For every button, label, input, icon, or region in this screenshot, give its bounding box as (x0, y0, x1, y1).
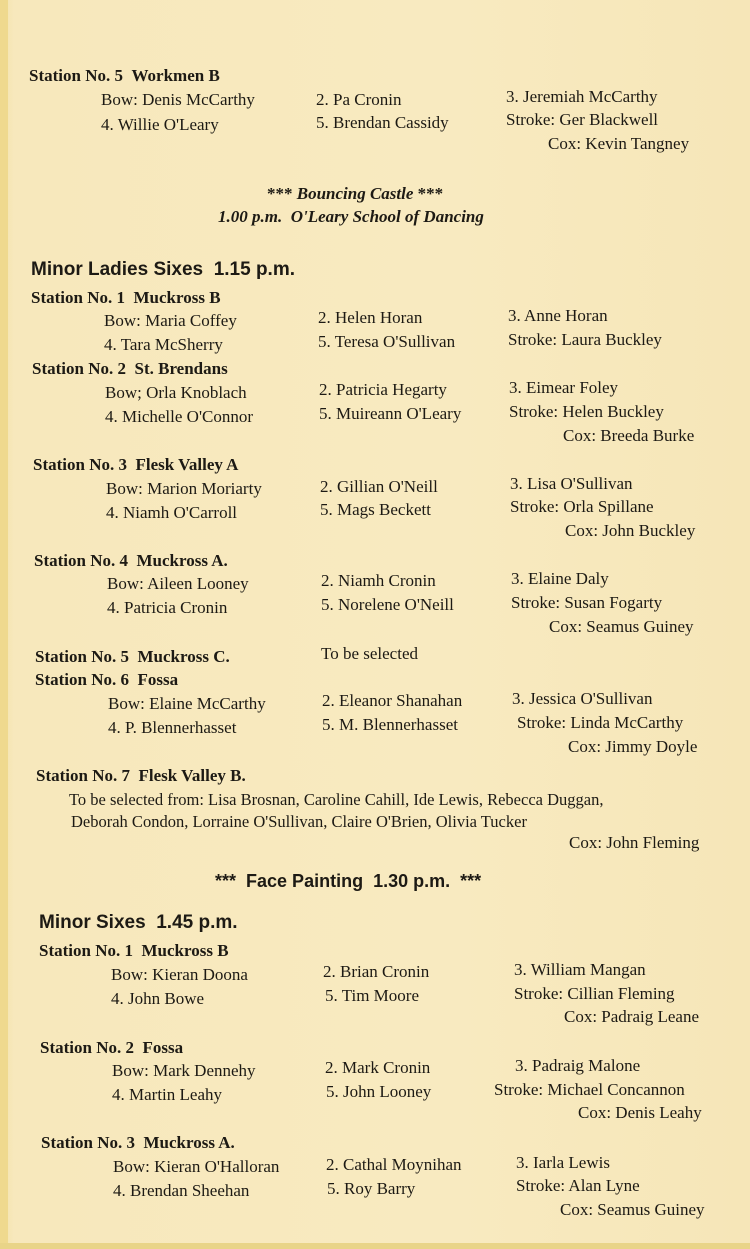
cox: Cox: John Fleming (569, 833, 700, 852)
crew-member: 4. Niamh O'Carroll (106, 503, 238, 522)
crew-member: 2. Cathal Moynihan (326, 1155, 462, 1174)
selection-note: To be selected from: Lisa Brosnan, Caroline Cahill, Ide Lewis, Rebecca Duggan, (69, 790, 604, 809)
crew-member: 4. Brendan Sheehan (113, 1181, 250, 1200)
stroke: Stroke: Alan Lyne (516, 1176, 640, 1195)
crew-member: 3. William Mangan (514, 960, 646, 979)
stroke: Stroke: Orla Spillane (510, 497, 654, 516)
crew-member: 3. Iarla Lewis (516, 1153, 610, 1172)
station-header: Station No. 2 Fossa (40, 1038, 184, 1057)
station-header: Station No. 1 Muckross B (31, 288, 221, 307)
crew-member: 5. Brendan Cassidy (316, 113, 449, 132)
crew-member: 2. Niamh Cronin (321, 571, 436, 590)
crew-member: 2. Gillian O'Neill (320, 477, 438, 496)
station-header: Station No. 6 Fossa (35, 670, 179, 689)
crew-member: 3. Lisa O'Sullivan (510, 474, 633, 493)
crew-member: 2. Patricia Hegarty (319, 380, 447, 399)
crew-member: 4. Patricia Cronin (107, 598, 228, 617)
crew-member: Bow: Marion Moriarty (106, 479, 262, 498)
crew-member: 3. Padraig Malone (515, 1056, 641, 1075)
crew-member: 2. Eleanor Shanahan (322, 691, 463, 710)
stroke: Stroke: Linda McCarthy (517, 713, 684, 732)
cox: Cox: Kevin Tangney (548, 134, 690, 153)
crew-member: 4. Willie O'Leary (101, 115, 219, 134)
interlude-face-painting: *** Face Painting 1.30 p.m. *** (215, 871, 482, 891)
crew-member: 3. Eimear Foley (509, 378, 619, 397)
station-header: Station No. 1 Muckross B (39, 941, 229, 960)
station-header: Station No. 3 Flesk Valley A (33, 455, 239, 474)
stroke: Stroke: Susan Fogarty (511, 593, 663, 612)
stroke: Stroke: Cillian Fleming (514, 984, 675, 1003)
station-header: Station No. 5 Workmen B (29, 66, 220, 85)
stroke: Stroke: Helen Buckley (509, 402, 664, 421)
page-edge (0, 1243, 750, 1249)
station-header: Station No. 5 Muckross C. (35, 647, 230, 666)
crew-member: 3. Anne Horan (508, 306, 608, 325)
crew-member: 5. Tim Moore (325, 986, 419, 1005)
crew-member: 5. Mags Beckett (320, 500, 431, 519)
stroke: Stroke: Laura Buckley (508, 330, 662, 349)
crew-member: 2. Mark Cronin (325, 1058, 431, 1077)
interlude-dancing: 1.00 p.m. O'Leary School of Dancing (218, 207, 484, 226)
crew-member: Bow; Orla Knoblach (105, 383, 247, 402)
cox: Cox: Padraig Leane (564, 1007, 700, 1026)
crew-member: 4. Michelle O'Connor (105, 407, 254, 426)
stroke: Stroke: Michael Concannon (494, 1080, 685, 1099)
crew-member: 5. John Looney (326, 1082, 432, 1101)
cox: Cox: Seamus Guiney (549, 617, 694, 636)
section-title: Minor Ladies Sixes 1.15 p.m. (31, 259, 296, 280)
section-title: Minor Sixes 1.45 p.m. (39, 912, 238, 933)
crew-member: Bow: Denis McCarthy (101, 90, 255, 109)
crew-member: 5. Roy Barry (327, 1179, 416, 1198)
stroke: Stroke: Ger Blackwell (506, 110, 659, 129)
crew-member: Bow: Kieran O'Halloran (113, 1157, 280, 1176)
selection-note: Deborah Condon, Lorraine O'Sullivan, Claire O'Brien, Olivia Tucker (71, 812, 527, 831)
station-header: Station No. 2 St. Brendans (32, 359, 228, 378)
crew-member: Bow: Elaine McCarthy (108, 694, 266, 713)
station-header: Station No. 4 Muckross A. (34, 551, 228, 570)
crew-member: Bow: Aileen Looney (107, 574, 249, 593)
station-header: Station No. 7 Flesk Valley B. (36, 766, 246, 785)
crew-member: 4. Martin Leahy (112, 1085, 222, 1104)
crew-member: 3. Elaine Daly (511, 569, 609, 588)
crew-member: 4. P. Blennerhasset (108, 718, 237, 737)
crew-member: Bow: Maria Coffey (104, 311, 237, 330)
crew-member: 4. Tara McSherry (104, 335, 223, 354)
crew-member: 5. Muireann O'Leary (319, 404, 462, 423)
crew-member: Bow: Kieran Doona (111, 965, 248, 984)
cox: Cox: Denis Leahy (578, 1103, 702, 1122)
crew-member: 2. Helen Horan (318, 308, 423, 327)
crew-member: 5. Norelene O'Neill (321, 595, 454, 614)
crew-member: 5. Teresa O'Sullivan (318, 332, 456, 351)
crew-member: 2. Pa Cronin (316, 90, 402, 109)
crew-member: 2. Brian Cronin (323, 962, 430, 981)
cox: Cox: Breeda Burke (563, 426, 695, 445)
selection-note: To be selected (321, 644, 418, 663)
interlude-bouncing-castle: *** Bouncing Castle *** (267, 184, 444, 203)
page-edge (0, 0, 8, 1249)
crew-member: 4. John Bowe (111, 989, 205, 1008)
station-header: Station No. 3 Muckross A. (41, 1133, 235, 1152)
crew-member: 3. Jeremiah McCarthy (506, 87, 658, 106)
crew-member: 5. M. Blennerhasset (322, 715, 458, 734)
cox: Cox: Jimmy Doyle (568, 737, 698, 756)
cox: Cox: Seamus Guiney (560, 1200, 705, 1219)
crew-member: Bow: Mark Dennehy (112, 1061, 256, 1080)
cox: Cox: John Buckley (565, 521, 696, 540)
crew-member: 3. Jessica O'Sullivan (512, 689, 653, 708)
